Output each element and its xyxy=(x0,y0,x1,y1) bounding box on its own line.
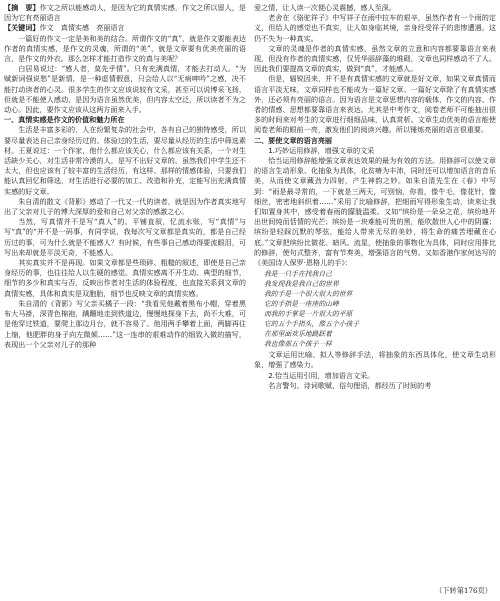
keywords-text: 作文 真情实感 亮丽语言 xyxy=(39,23,125,33)
section-heading: 二、要使文章的语言亮丽 xyxy=(254,135,333,145)
paragraph: 当然，写真情并不是写“真人”的。平铺直叙，忆流水账，写“真情”与写“真”的“并不是一码事，有同学说，我每次写文章都是真实的，都是自己经历过的事，可为什么就是不能感人？有时候，有些事自己感动得要流眼泪，可写出来却就是平淡无奇，不能感人。 xyxy=(4,217,246,257)
paragraph: 恰当运用修辞能增强文章表达效果的最为有效的方法。用修辞可以使文章的语言生动形象、化抽象为具体，化贫瘠为丰沛，同时还可以增加语言的音乐美，从而使文章藏劲力四射，产生神韵之妙。如朱自清先生在《春》中写到：“雨是最寻常的，一下就是三两天，可别恼，你看，像牛毛，像花针，像细丝，密密地斜织着……”采用了比喻修辞，把细雨写得形象生动，读来让我们如置身其中，感受着春雨的朦胧温柔。又如“缤纷是一朵朵之花，缤纷地开出世间纯而恬情的光芒；缤纷是一块难能可贵的黑，能吹散世人心中的阴霾；缤纷是轻踩沉默的琴弦，能给人带来无尽的美妙，将生命的痛苦埋藏在心底。”文章把缤纷比做花、暗风、流星，使抽象的事物化为具体，同时应用排比的修辞，使句式整齐，富有节奏美，增强语言的气势。又如香港作家何达写的《美国诗人保罗·恩格儿的手》： xyxy=(254,156,496,268)
subsection-heading: 1.巧妙运用修辞，增强文章的文采 xyxy=(268,145,375,155)
abstract-text: 作文之所以能感动人，是因为它的真情实感，作文之所以留人，是因为它有亮丽语言 xyxy=(4,3,246,23)
continued-note: （下转第176页） xyxy=(435,586,492,595)
paragraph: 朱自清的散文《背影》感动了一代又一代的读者，就是因为作者真实地写出了父亲对儿子的博大深厚的爱和自己对父亲的感激之心。 xyxy=(4,196,246,217)
paragraph: 老舍在《骆驼祥子》中写祥子在雨中拉车的艰辛，虽然作者有一个雨的定义，但给人的感觉也不真实，让人如身临其境，亲身经受祥子的悲惨遭遇。这仍不失为一种真实。 xyxy=(254,13,496,43)
poem-line: 我是一只手在找我自己 xyxy=(264,270,332,279)
poem-line: 在那里面欢乐地跳跃着 xyxy=(264,330,332,339)
paragraph: 一篇好的作文一定是美和美的结合。所谓作文的“真”，就是作文要能表达作者的真情实感，是作文的灵魂，所谓的“美”，就是文章要有优美亮丽的语言，是作文的外衣。那么怎样才能打造作文的真与美呢？ xyxy=(4,33,246,64)
paragraph: 但是，辐锐因来，并不是有真情实感的文章就是好文章，如果文章真情而语言平淡无味，文章同样也不能成为一篇好文章。一篇好文章除了有真情实感外，还必须有亮丽的语言。因为语言是文章思想内容的载体，作文的内容、作者的情感、思想都要靠语言来表达。尤其是中考作文，阅卷老师不可能抽出很多的时间来对考生的文章进行细细品味，认真赏析。文章生动优美的语言能使阅卷老师的眼前一亮，激发他们的阅读兴趣。所以锤炼亮丽的语言很重要。 xyxy=(254,74,496,135)
paragraph: 其实真实并不是再现。如果文章都是些琐碎、粗糙的叙述，即使是自己亲身经历的事，也往往给人以生硬的感觉。真情实感离不开生动、典型的细节，细节的多少和真实与否，反映出作者对生活的体验程度，也直接关系到文章的真情实感，具体和真实是双胞胎，细节也反映文章的真情实感。 xyxy=(4,258,246,298)
paragraph: 文章运用比喻、拟人等修辞手法，将抽象的东西具体化，使文章生动形象，增强了感染力。 xyxy=(254,350,496,370)
paragraph: 朱自清的《背影》写父亲买橘子一段：“我看见他戴着黑布小帽，穿着黑布大马褂，深青色棉袍，蹒跚地走到铁道边，慢慢地探身下去，尚不大难，可是他穿过铁道，要爬上那边月台，就不容易了。他用两手攀着上面，两脚再往上缩，他肥胖的身子向左微倾……”这一连串的艰难动作的细致入微的描写，表现出一个父亲对儿子的那种 xyxy=(4,298,246,349)
paragraph: 名言警句、诗词歌赋、俗句俚语，都经历了时间的考 xyxy=(268,380,432,390)
paragraph: 生活是丰富多彩的，人在纷繁复杂的社会中，各有自己的独特感受，所以要尽量表达自己亲身经历过的、体验过的生活，要尽量从经历的生活中筛选素材。王夏说过：一个作家，他什么都应该关心，什么都应该有关系，一个对生活缺少关心，对生活非常冷漠的人，是写不出好文章的。虽然我们中学生还不太大，但也应该有了较丰富的生活经历，有这样、那样的情感体验，只要我们能认真回忆和筛选，对生活进行必要的加工、改造和补充，定能写出充满真情实感的好文章。 xyxy=(4,125,246,196)
paragraph: 爱之情，让人读一次便心灵震撼，感人至深。 xyxy=(254,3,396,12)
two-column-layout xyxy=(4,3,496,597)
subsection-heading: 2.恰当运用引用，增加语言文采。 xyxy=(268,370,375,380)
abstract xyxy=(4,3,246,23)
abstract-label: 【摘 要】 xyxy=(4,3,40,12)
section-heading: 一、真情实感是作文的价值和魅力所在 xyxy=(4,115,125,125)
poem-line: 我也像那五个孩子一样 xyxy=(264,340,332,349)
poem-quote xyxy=(264,269,496,349)
keywords-label: 【关键词】 xyxy=(4,23,40,33)
poem-line: 我的手是一个很大很大的世界 xyxy=(264,290,353,299)
paragraph: 文章的灵魂是作者的真情实感，虽然文章的立意和内容都要靠语言来表现，但没有作者的真情实感，仅凭华丽辞藻的堆砌，文章也同样感动不了人。因此我们要提高文章的真实，做到“真”，才能感人。 xyxy=(254,43,496,74)
keywords xyxy=(4,23,246,33)
left-column xyxy=(4,3,246,597)
poem-line: 它的五个手指头，像五个小孩子 xyxy=(264,320,360,329)
poem-line: 而我的手掌是一片很大的平原 xyxy=(264,310,353,319)
poem-line: 我发现我是我自己的世界 xyxy=(264,280,339,289)
poem-line: 它的手指是一座座的山峰 xyxy=(264,300,339,309)
paragraph: 白居易说过：“感人者，莫先乎情”。只有充满真情，才能去打动人。“为赋新词强说愁”是新情，是一种虚情假意，只会给人以“无病呻吟”之感，决不能打动读者的心灵。很多学生的作文应该说较有文采，甚至可以说博采飞扬，但就是不能使人感动，是因为语言虽然优美，但内容太空泛，所以读者不为之动心。因此，要作文应该从这两方面来入手。 xyxy=(4,64,246,115)
right-column xyxy=(254,3,496,597)
